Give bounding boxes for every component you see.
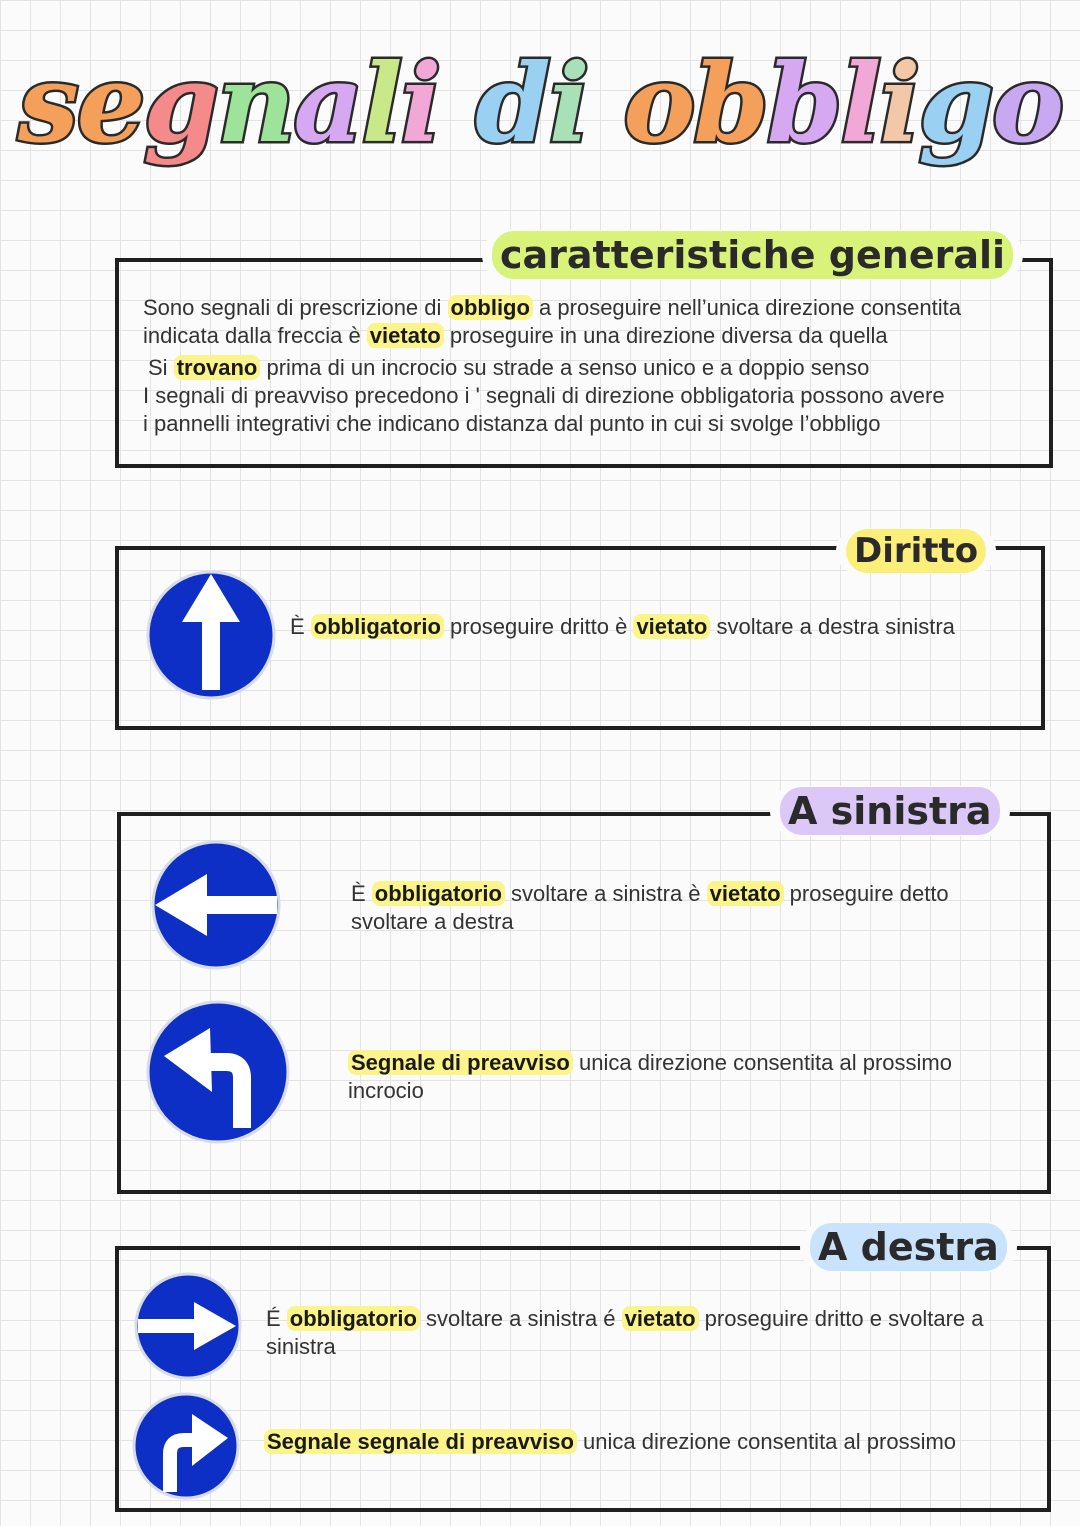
title-letter: i [400, 41, 440, 167]
title-letter: n [217, 41, 294, 167]
page-title [0, 41, 1080, 167]
title-letter: b [766, 41, 841, 167]
title-letter: b [693, 41, 767, 167]
general-text [143, 294, 1033, 438]
title-letter [440, 41, 476, 167]
arrow-right-icon [134, 1272, 242, 1380]
destra-text-1: É obbligatorio svoltare a sinistra é vietato proseguire dritto e svoltare a sinistra [266, 1306, 984, 1359]
general-line-2: indicata dalla freccia è vietato proseguire in una direzione diversa da quella [143, 323, 888, 348]
general-line-5: i pannelli integrativi che indicano distanza dal punto in cui si svolge l’obbligo [143, 411, 881, 436]
title-letter: g [918, 41, 992, 167]
title-letter: l [840, 41, 880, 167]
sinistra-text-1: È obbligatorio svoltare a sinistra è vietato proseguire detto svoltare a destra [351, 881, 949, 934]
destra-heading-label: A destra [810, 1223, 1007, 1271]
title-letter: i [548, 41, 588, 167]
straight-arrow-up-icon [146, 570, 276, 700]
title-letter: a [293, 41, 362, 167]
destra-heading [800, 1222, 1017, 1272]
general-heading-label: caratteristiche generali [492, 231, 1013, 279]
general-heading [482, 230, 1023, 280]
straight-arrow-sign [146, 570, 276, 700]
turn-left-ahead-arrow-icon [146, 1000, 290, 1144]
sinistra-text-2: Segnale di preavviso unica direzione consentita al prossimo incrocio [348, 1050, 952, 1103]
diritto-heading [836, 528, 996, 574]
title-letter: i [879, 41, 919, 167]
diritto-text: È obbligatorio proseguire dritto è vietato svoltare a destra sinistra [290, 614, 955, 639]
turn-left-sign [146, 1000, 290, 1144]
title-letter: o [623, 41, 694, 167]
destra-text-2: Segnale segnale di preavviso unica direzione consentita al prossimo [264, 1428, 1034, 1456]
title-letter [588, 41, 624, 167]
general-line-3: Si trovano prima di un incrocio su strade a senso unico e a doppio senso [148, 355, 870, 380]
arrow-left-icon [151, 840, 281, 970]
general-line-1: Sono segnali di prescrizione di obbligo a proseguire nell’unica direzione consentita [143, 295, 961, 320]
sinistra-heading [770, 786, 1010, 836]
title-letter: g [143, 41, 217, 167]
title-letter: d [475, 41, 549, 167]
title-letter: l [361, 41, 401, 167]
left-arrow-sign [151, 840, 281, 970]
title-letter: s [17, 41, 77, 167]
destra-box [115, 1246, 1051, 1512]
title-letter: o [992, 41, 1063, 167]
general-line-4: I segnali di preavviso precedono i ' segnali di direzione obbligatoria possono avere [143, 383, 945, 408]
turn-right-ahead-arrow-icon [132, 1392, 240, 1500]
right-arrow-sign [134, 1272, 242, 1380]
sinistra-heading-label: A sinistra [780, 787, 1000, 835]
diritto-heading-label: Diritto [846, 529, 986, 573]
title-letter: e [76, 41, 144, 167]
turn-right-sign [132, 1392, 240, 1500]
